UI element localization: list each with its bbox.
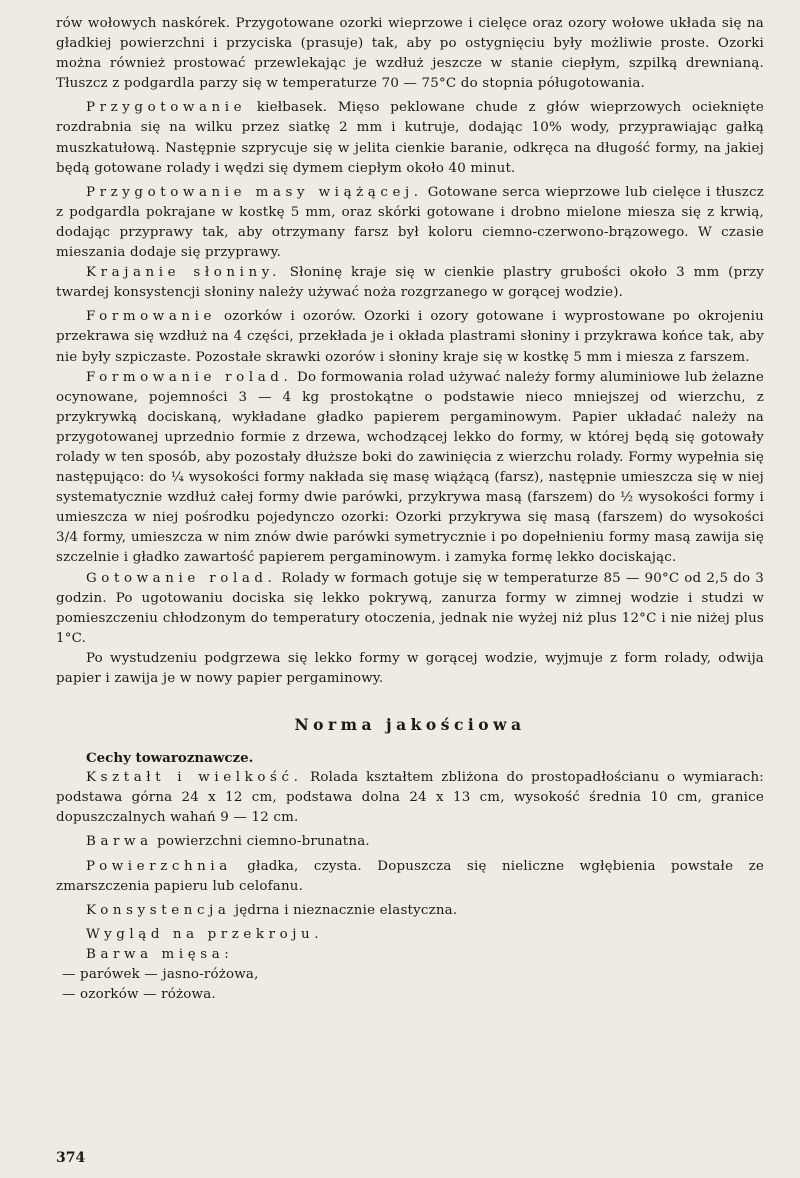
paragraph-text: Gotowane serca wieprzowe lub cielęce i tłuszcz z podgardla pokrajane w kostkę 5 mm, oraz skórki gotowane i drobno mielone miesza się z krwią, dodając przyprawy tak, aby otrzymany farsz był koloru ciemno-czerwono-brązowego. W czasie mieszania dodaje się przyprawy. (56, 184, 764, 261)
spaced-lead: Wygląd na przekroju. (86, 926, 324, 942)
spaced-lead: Formowanie rolad. (86, 369, 293, 385)
paragraph-powierzchnia (56, 857, 764, 897)
spaced-lead: Konsystencja (86, 902, 231, 918)
spaced-lead: Przygotowanie (86, 100, 247, 116)
paragraph-text: gładka, czysta. Dopuszcza się nieliczne wgłębienia powstałe ze zmarszczenia papieru lub celofanu. (56, 858, 764, 894)
paragraph-text: powierzchni ciemno-brunatna. (157, 834, 370, 850)
section-heading: Norma jakościowa (294, 715, 526, 735)
list-item: — ozorków — różowa. (62, 987, 216, 1003)
paragraph-text: Słoninę kraje się w cienkie plastry grubości około 3 mm (przy twardej konsystencji słoniny należy używać noża rozgrzanego w gorącej wodzie). (56, 265, 764, 301)
paragraph-text: kiełbasek. Mięso peklowane chude z głów wieprzowych ocieknięte rozdrabnia się na wilku przez siatkę 2 mm i kutruje, dodając 10% wody, przyprawiając gałką muszkatułową. Następnie szprycuje się w jelita cienkie baranie, odkręca na długość formy, na jakiej będą gotowane rolady i wędzi się dymem ciepłym około 40 minut. (56, 100, 764, 176)
spaced-lead: Gotowanie rolad. (86, 570, 277, 586)
spaced-lead: Barwa (86, 834, 153, 850)
paragraph-krajanie-sloniny (56, 263, 764, 303)
paragraph-continuation (56, 14, 764, 94)
paragraph-wystudzenie (56, 649, 764, 689)
spaced-lead: Krajanie słoniny. (86, 265, 281, 281)
page-content (56, 14, 764, 1005)
paragraph-text: Do formowania rolad używać należy formy aluminiowe lub żelazne ocynowane, pojemności 3 — 4 kg prostokątne o podstawie nieco mniejszej od wierzchu, z przykrywką dociskaną, wykładane gładko papierem pergaminowym. Papier układać należy na przygotowanej uprzednio formie z drzewa, wchodzącej lekko do formy, w której będą się gotowały rolady w ten sposób, aby pozostały dłuższe boki do zawinięcia z wierzchu rolady. Formy wypełnia się następująco: do ¼ wysokości formy nakłada się masę wiążącą (farsz), następnie umieszcza się w niej systematycznie wzdłuż całej formy dwie parówki, przykrywa masą (farszem) do ½ wysokości formy i umieszcza w niej pośrodku pojedynczo ozorki: Ozorki przykrywa się masą (farszem) do wysokości 3/4 formy, umieszcza w nim znów dwie parówki symetrycznie i po dopełnieniu formy masą zawija się szczelnie i gładko zawartość papierem pergaminowym. i zamyka formę lekko dociskając. (56, 369, 764, 566)
paragraph-text: Rolady w formach gotuje się w temperaturze 85 — 90°C od 2,5 do 3 godzin. Po ugotowaniu dociska się lekko pokrywą, zanurza formy w zimnej wodzie i studzi w pomieszczeniu chłodzonym do temperatury otoczenia, jednak nie wyżej niż plus 12°C i nie niżej plus 1°C. (56, 570, 764, 646)
spaced-lead: Formowanie (86, 309, 217, 325)
paragraph-text: jędrna i nieznacznie elastyczna. (234, 902, 458, 918)
paragraph-konsystencja (56, 901, 764, 921)
paragraph-masa-wiazaca (56, 183, 764, 263)
paragraph-barwa (56, 832, 764, 852)
paragraph-text: Rolada kształtem zbliżona do prostopadłościanu o wymiarach: podstawa górna 24 x 12 cm, podstawa dolna 24 x 13 cm, wysokość średnia 10 cm, granice dopuszczalnych wahań 9 — 12 cm. (56, 770, 764, 826)
spaced-lead: Przygotowanie masy wiążącej. (86, 184, 423, 200)
paragraph-barwa-miesa (56, 945, 764, 965)
paragraph-ksztalt (56, 768, 764, 828)
paragraph-formowanie-rolad (56, 368, 764, 569)
paragraph-text: Po wystudzeniu podgrzewa się lekko formy w gorącej wodzie, wyjmuje z form rolady, odwija papier i zawija je w nowy papier pergaminowy. (56, 650, 764, 686)
paragraph-formowanie-ozorkow (56, 307, 764, 367)
spaced-lead: Barwa mięsa: (86, 946, 234, 962)
paragraph-przygotowanie-kielbasek (56, 98, 764, 178)
paragraph-gotowanie-rolad (56, 569, 764, 649)
page-number: 374 (56, 1150, 86, 1166)
paragraph-text: ozorków i ozorów. Ozorki i ozory gotowane i wyprostowane po okrojeniu przekrawa się wzdłuż na 4 części, przekłada je i okłada plastrami słoniny i przykrawa końce tak, aby nie były szpiczaste. Pozostałe skrawki ozorów i słoniny kraje się w kostkę 5 mm i miesza z farszem. (56, 309, 764, 365)
list-item: — parówek — jasno-różowa, (62, 967, 259, 983)
paragraph-text: rów wołowych naskórek. Przygotowane ozorki wieprzowe i cielęce oraz ozory wołowe układa się na gładkiej powierzchni i przyciska (prasuje) tak, aby po ostygnięciu były możliwie proste. Ozorki można również prostować przewlekając je wzdłuż jeszcze w stanie ciepłym, szpilką drewnianą. Tłuszcz z podgardla parzy się w temperaturze 70 — 75°C do stopnia póługotowania. (56, 16, 764, 92)
spaced-lead: Kształt i wielkość. (86, 770, 303, 786)
spaced-lead: Powierzchnia (86, 858, 232, 874)
subheading: Cechy towaroznawcze. (86, 750, 254, 767)
paragraph-wyglad (56, 925, 764, 945)
